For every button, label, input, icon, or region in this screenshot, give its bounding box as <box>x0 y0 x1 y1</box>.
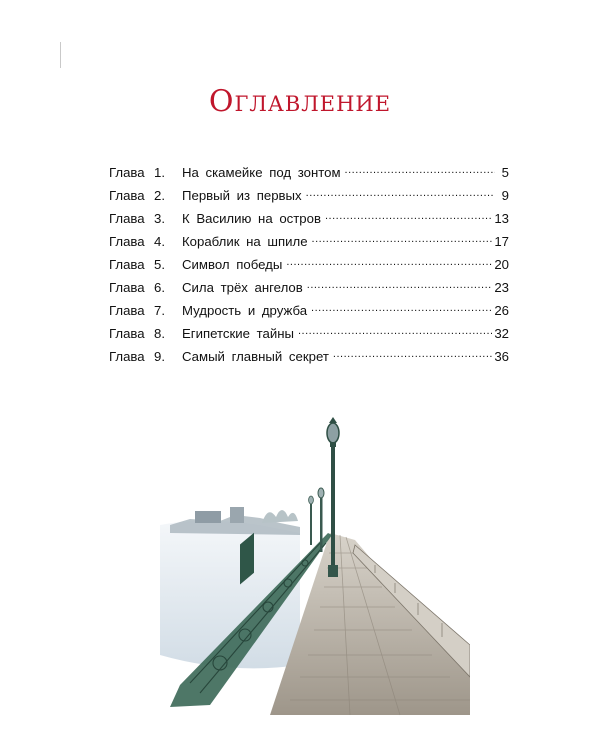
chapter-number: 5. <box>154 257 165 272</box>
toc-row[interactable] <box>109 161 509 184</box>
dot-leader <box>307 281 493 295</box>
chapter-prefix: Глава <box>109 188 145 203</box>
trees <box>262 510 298 523</box>
page-number: 17 <box>494 234 509 249</box>
dot-leader <box>325 212 492 226</box>
chapter-title: Символ победы <box>182 257 283 272</box>
page-number: 13 <box>494 211 509 226</box>
embankment-illustration <box>150 415 470 725</box>
chapter-title: Египетские тайны <box>182 326 294 341</box>
chapter-prefix: Глава <box>109 211 145 226</box>
lamp-post-far <box>309 496 314 545</box>
page-number: 36 <box>494 349 509 364</box>
chapter-number: 1. <box>154 165 165 180</box>
chapter-title: Кораблик на шпиле <box>182 234 308 249</box>
page-number: 9 <box>501 188 509 203</box>
toc-row[interactable] <box>109 276 509 299</box>
chapter-number: 9. <box>154 349 165 364</box>
dot-leader <box>312 235 493 249</box>
chapter-title: На скамейке под зонтом <box>182 165 341 180</box>
page-number: 32 <box>494 326 509 341</box>
far-building <box>195 511 221 523</box>
chapter-prefix: Глава <box>109 326 145 341</box>
chapter-title: Самый главный секрет <box>182 349 329 364</box>
dot-leader <box>345 166 495 180</box>
chapter-prefix: Глава <box>109 280 145 295</box>
dot-leader <box>298 327 492 341</box>
chapter-number: 4. <box>154 234 165 249</box>
toc-row[interactable] <box>109 184 509 207</box>
page-number: 26 <box>494 303 509 318</box>
chapter-prefix: Глава <box>109 257 145 272</box>
dot-leader <box>333 350 492 364</box>
toc-row[interactable] <box>109 253 509 276</box>
chapter-number: 6. <box>154 280 165 295</box>
dot-leader <box>306 189 495 203</box>
page-title: Оглавление <box>208 84 392 119</box>
toc-row[interactable] <box>109 345 509 368</box>
page-number: 5 <box>501 165 509 180</box>
toc-row[interactable] <box>109 299 509 322</box>
toc-row[interactable] <box>109 322 509 345</box>
toc-row[interactable] <box>109 230 509 253</box>
chapter-title: Мудрость и дружба <box>182 303 308 318</box>
far-building <box>230 507 244 523</box>
page-edge-mark <box>60 42 61 68</box>
page-number: 23 <box>494 280 509 295</box>
page-number: 20 <box>494 257 509 272</box>
chapter-title: Первый из первых <box>182 188 302 203</box>
dot-leader <box>311 304 492 318</box>
chapter-number: 8. <box>154 326 165 341</box>
chapter-title: Сила трёх ангелов <box>182 280 303 295</box>
chapter-prefix: Глава <box>109 234 145 249</box>
chapter-prefix: Глава <box>109 303 145 318</box>
chapter-prefix: Глава <box>109 165 145 180</box>
toc-row[interactable] <box>109 207 509 230</box>
chapter-prefix: Глава <box>109 349 145 364</box>
table-of-contents <box>109 161 509 368</box>
chapter-number: 2. <box>154 188 165 203</box>
chapter-title: К Василию на остров <box>182 211 321 226</box>
dot-leader <box>286 258 492 272</box>
chapter-number: 3. <box>154 211 165 226</box>
chapter-number: 7. <box>154 303 165 318</box>
